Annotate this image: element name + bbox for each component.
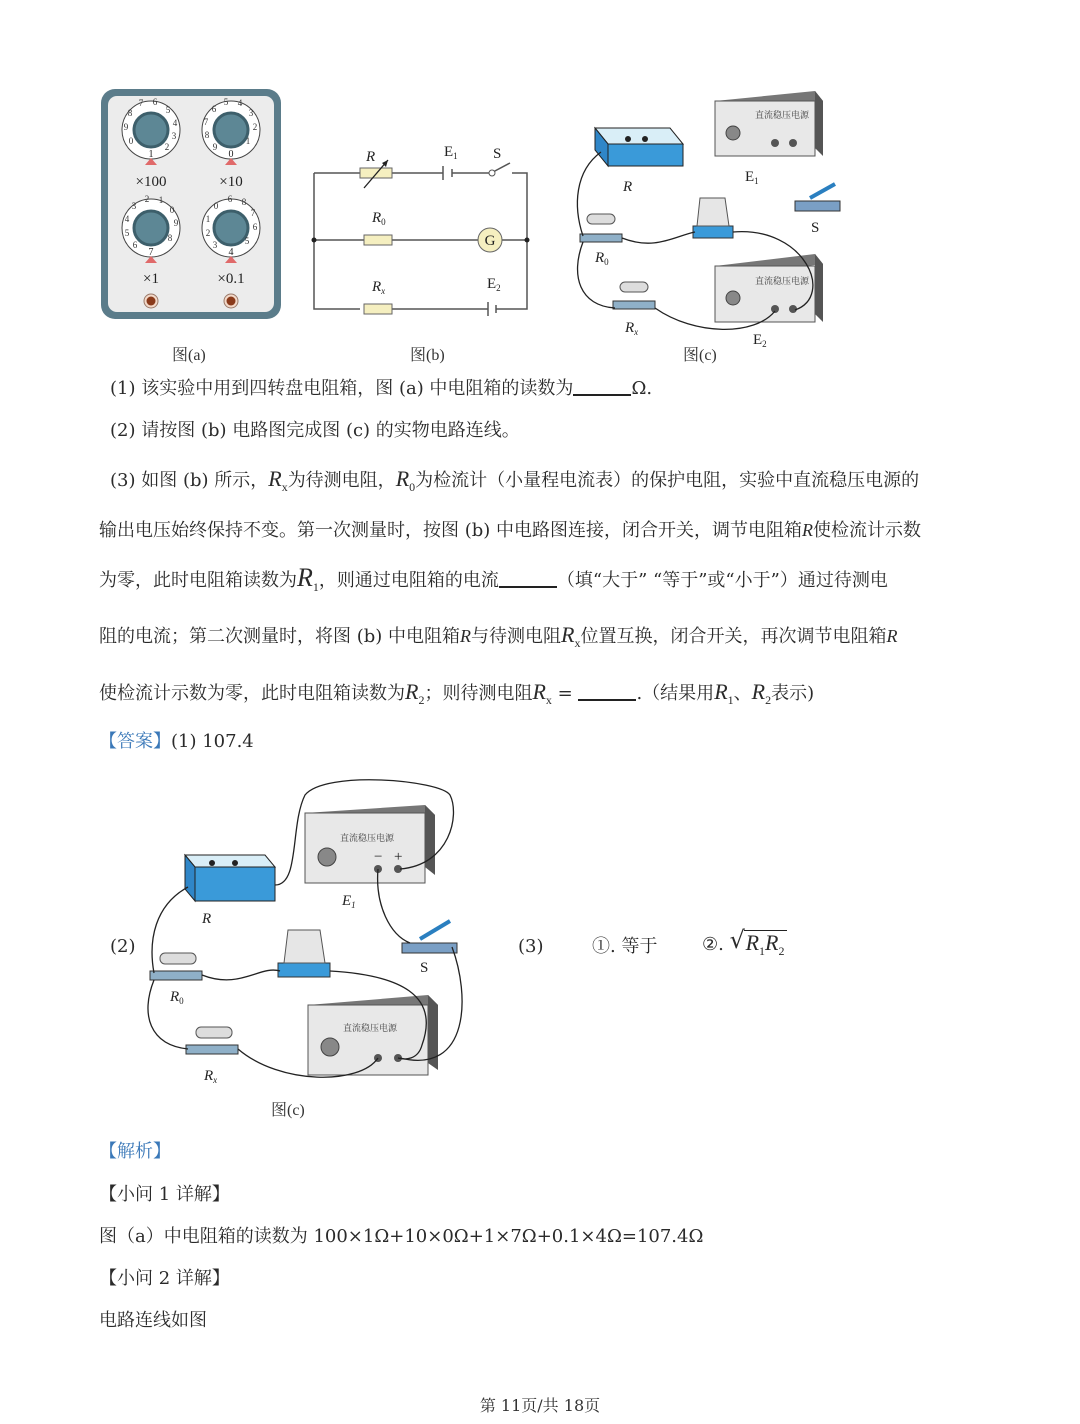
- svg-text:3: 3: [131, 201, 137, 211]
- svg-text:7: 7: [203, 117, 209, 127]
- label-E2: $E_2$: [487, 276, 501, 293]
- analysis-sub1-title: 【小问 1 详解】: [99, 1184, 230, 1205]
- svg-text:6: 6: [227, 194, 233, 204]
- analysis-sub2-title: 【小问 2 详解】: [99, 1268, 230, 1289]
- analysis-sub2-text: 电路连线如图: [99, 1310, 207, 1331]
- label-E1: $E_1$: [745, 169, 759, 186]
- answer-blank: [499, 568, 557, 588]
- question-3-line-3: 为零，此时电阻箱读数为$R_1$，则通过电阻箱的电流 （填“大于” “等于”或“小于”）通过待测电: [99, 563, 888, 594]
- dial-reading: 7: [148, 247, 154, 258]
- label-S: S: [811, 220, 820, 236]
- psu-label: 直流稳压电源: [755, 277, 810, 287]
- label-E1: $E_1$: [342, 893, 356, 910]
- dial-reading: 4: [228, 247, 234, 258]
- circuit-diagram: [300, 136, 540, 316]
- apparatus-diagram-answer: [140, 775, 475, 1093]
- answer-blank: [578, 681, 636, 701]
- answer-line: 【答案】(1) 107.4: [99, 731, 254, 752]
- svg-text:3: 3: [171, 131, 177, 141]
- svg-text:6: 6: [132, 240, 138, 250]
- svg-text:1: 1: [245, 136, 251, 146]
- dial-reading: 1: [148, 149, 154, 160]
- svg-text:9: 9: [173, 218, 179, 228]
- label-Rx: $R_x$: [625, 320, 639, 337]
- svg-text:−: −: [374, 849, 383, 865]
- label-E2: $E_2$: [753, 332, 767, 349]
- question-2: (2) 请按图 (b) 电路图完成图 (c) 的实物电路连线。: [110, 420, 520, 441]
- svg-text:4: 4: [172, 118, 178, 128]
- svg-text:4: 4: [237, 98, 243, 108]
- psu-label: 直流稳压电源: [755, 111, 810, 121]
- question-3-line-1: (3) 如图 (b) 所示，$R_x$为待测电阻，$R_0$为检流计（小量程电流表）的保护电阻，实验中直流稳压电源的: [110, 466, 920, 494]
- page-number: 第 11页/共 18页: [479, 1396, 601, 1415]
- label-Rx: $R_x$: [204, 1068, 218, 1085]
- apparatus-diagram-question: [565, 86, 845, 356]
- svg-text:0: 0: [169, 205, 175, 215]
- label-R0: $R_0$: [170, 989, 184, 1006]
- svg-text:9: 9: [123, 122, 129, 132]
- svg-text:1: 1: [205, 214, 211, 224]
- galvanometer-label: G: [484, 233, 496, 249]
- answer-part-3-1: ①. 等于: [592, 936, 658, 957]
- svg-text:+: +: [394, 849, 403, 865]
- svg-text:8: 8: [127, 108, 133, 118]
- psu-label: 直流稳压电源: [343, 1024, 398, 1034]
- label-R: R: [623, 179, 633, 195]
- figure-a-caption: 图(a): [172, 347, 206, 364]
- label-E1: $E_1$: [444, 144, 458, 161]
- multiplier-label: ×10: [219, 174, 243, 190]
- label-S: S: [493, 146, 502, 162]
- question-3-line-2: 输出电压始终保持不变。第一次测量时，按图 (b) 中电路图连接，闭合开关，调节电阻箱R使检流计示数: [99, 520, 922, 541]
- question-1: (1) 该实验中用到四转盘电阻箱，图 (a) 中电阻箱的读数为 Ω.: [110, 378, 653, 399]
- answer-figure-caption: 图(c): [271, 1102, 305, 1119]
- resistance-box-diagram: [98, 86, 286, 322]
- svg-text:6: 6: [211, 104, 217, 114]
- svg-text:5: 5: [244, 236, 250, 246]
- figure-c-caption: 图(c): [683, 347, 717, 364]
- svg-text:4: 4: [124, 214, 130, 224]
- label-R0: $R_0$: [372, 210, 386, 227]
- analysis-sub1-text: 图（a）中电阻箱的读数为 100×1Ω+10×0Ω+1×7Ω+0.1×4Ω=107.4Ω: [99, 1226, 704, 1247]
- svg-text:5: 5: [165, 105, 171, 115]
- svg-text:7: 7: [138, 98, 144, 108]
- svg-text:9: 9: [212, 142, 218, 152]
- svg-text:2: 2: [252, 122, 258, 132]
- svg-text:3: 3: [212, 240, 218, 250]
- svg-text:2: 2: [144, 194, 150, 204]
- svg-text:8: 8: [204, 130, 210, 140]
- svg-text:5: 5: [124, 228, 130, 238]
- analysis-tag: 【解析】: [99, 1141, 171, 1162]
- svg-text:6: 6: [152, 97, 158, 107]
- answer-blank: [573, 376, 631, 396]
- svg-text:8: 8: [167, 233, 173, 243]
- multiplier-label: ×1: [143, 271, 159, 287]
- question-3-line-4: 阻的电流；第二次测量时，将图 (b) 中电阻箱R与待测电阻$R_x$位置互换，闭合开关，再次调节电阻箱R: [99, 622, 898, 650]
- answer-part-2-label: (2): [110, 936, 136, 957]
- label-Rx: $R_x$: [372, 279, 386, 296]
- svg-text:1: 1: [158, 195, 164, 205]
- answer-part-3-2: ②. √ $R_1R_2$: [702, 930, 787, 963]
- svg-text:7: 7: [250, 208, 256, 218]
- label-S: S: [420, 960, 429, 976]
- svg-text:6: 6: [252, 222, 258, 232]
- svg-text:3: 3: [248, 108, 254, 118]
- label-R0: $R_0$: [595, 250, 609, 267]
- answer-tag: 【答案】: [99, 731, 171, 752]
- label-R: R: [202, 911, 212, 927]
- svg-text:0: 0: [213, 201, 219, 211]
- svg-text:0: 0: [128, 136, 134, 146]
- multiplier-label: ×100: [135, 174, 167, 190]
- svg-text:8: 8: [241, 197, 247, 207]
- dial-reading: 0: [228, 149, 234, 160]
- sqrt-icon: √: [729, 926, 745, 954]
- psu-label: 直流稳压电源: [340, 834, 395, 844]
- multiplier-label: ×0.1: [217, 271, 245, 287]
- svg-text:2: 2: [164, 142, 170, 152]
- answer-part-3-label: (3): [518, 936, 544, 957]
- figure-b-caption: 图(b): [410, 347, 445, 364]
- svg-text:2: 2: [205, 228, 211, 238]
- label-R: R: [366, 149, 376, 165]
- svg-text:5: 5: [223, 97, 229, 107]
- question-3-line-5: 使检流计示数为零，此时电阻箱读数为$R_2$；则待测电阻$R_x$ = .（结果用$R_1$、$R_2$表示): [99, 679, 815, 707]
